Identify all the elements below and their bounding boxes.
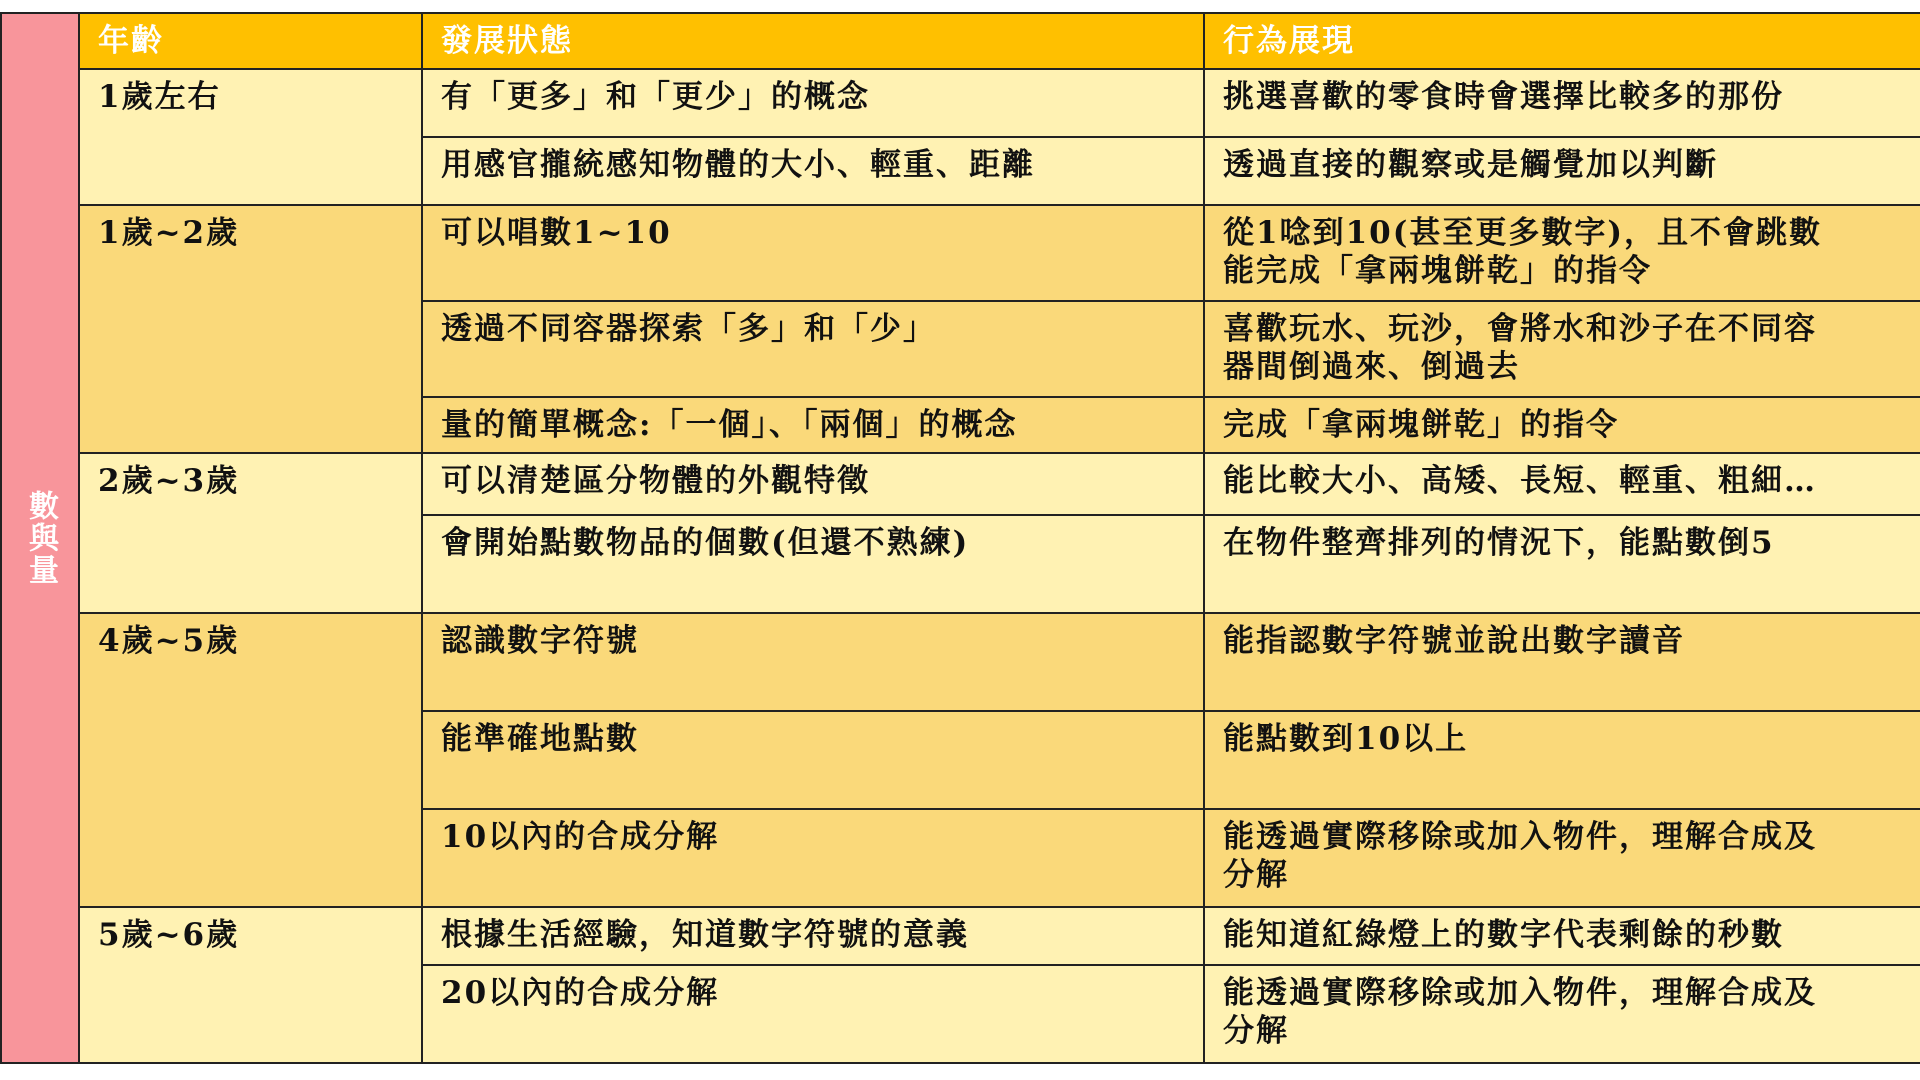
behavior-line: 分解 xyxy=(1223,1013,1289,1049)
age-cell: 4歲~5歲 xyxy=(79,613,422,907)
behavior-line: 能點數到10以上 xyxy=(1223,721,1469,757)
behavior-line: 分解 xyxy=(1223,857,1289,893)
state-cell: 量的簡單概念:「一個」、「兩個」的概念 xyxy=(422,397,1204,453)
behavior-line: 從1唸到10(甚至更多數字)，且不會跳數 xyxy=(1223,215,1823,251)
behavior-line: 器間倒過來、倒過去 xyxy=(1223,349,1520,385)
age-cell: 2歲~3歲 xyxy=(79,453,422,613)
table-row xyxy=(1,453,1920,515)
state-cell: 會開始點數物品的個數(但還不熟練) xyxy=(422,515,1204,613)
behavior-line: 能比較大小、高矮、長短、輕重、粗細… xyxy=(1223,463,1817,499)
behavior-line: 能指認數字符號並說出數字讀音 xyxy=(1223,623,1685,659)
state-cell: 根據生活經驗，知道數字符號的意義 xyxy=(422,907,1204,965)
table-body xyxy=(1,13,1920,1063)
behavior-cell xyxy=(1204,613,1920,711)
behavior-cell xyxy=(1204,397,1920,453)
behavior-cell xyxy=(1204,809,1920,907)
behavior-line: 能知道紅綠燈上的數字代表剩餘的秒數 xyxy=(1223,917,1784,953)
header-age: 年齡 xyxy=(79,13,422,69)
state-cell: 能準確地點數 xyxy=(422,711,1204,809)
behavior-cell xyxy=(1204,453,1920,515)
table-row xyxy=(1,907,1920,965)
category-label: 數與量 xyxy=(1,13,79,1063)
state-cell: 可以清楚區分物體的外觀特徵 xyxy=(422,453,1204,515)
state-cell: 20以內的合成分解 xyxy=(422,965,1204,1063)
table-row xyxy=(1,205,1920,301)
behavior-cell xyxy=(1204,69,1920,137)
behavior-cell xyxy=(1204,515,1920,613)
state-cell: 10以內的合成分解 xyxy=(422,809,1204,907)
behavior-cell xyxy=(1204,965,1920,1063)
age-cell: 1歲~2歲 xyxy=(79,205,422,453)
development-table xyxy=(0,12,1920,1064)
state-cell: 透過不同容器探索「多」和「少」 xyxy=(422,301,1204,397)
header-state: 發展狀態 xyxy=(422,13,1204,69)
behavior-cell xyxy=(1204,301,1920,397)
behavior-line: 挑選喜歡的零食時會選擇比較多的那份 xyxy=(1223,79,1784,115)
behavior-line: 能完成「拿兩塊餅乾」的指令 xyxy=(1223,253,1652,289)
table-row xyxy=(1,69,1920,137)
age-cell: 5歲~6歲 xyxy=(79,907,422,1063)
age-cell: 1歲左右 xyxy=(79,69,422,205)
development-table-container xyxy=(0,12,1920,1062)
behavior-cell xyxy=(1204,205,1920,301)
behavior-cell xyxy=(1204,907,1920,965)
behavior-line: 在物件整齊排列的情況下，能點數倒5 xyxy=(1223,525,1775,561)
state-cell: 可以唱數1~10 xyxy=(422,205,1204,301)
behavior-line: 喜歡玩水、玩沙，會將水和沙子在不同容 xyxy=(1223,311,1817,347)
header-behavior: 行為展現 xyxy=(1204,13,1920,69)
behavior-line: 透過直接的觀察或是觸覺加以判斷 xyxy=(1223,147,1718,183)
state-cell: 認識數字符號 xyxy=(422,613,1204,711)
header-row xyxy=(1,13,1920,69)
table-row xyxy=(1,613,1920,711)
behavior-cell xyxy=(1204,137,1920,205)
state-cell: 有「更多」和「更少」的概念 xyxy=(422,69,1204,137)
behavior-line: 能透過實際移除或加入物件，理解合成及 xyxy=(1223,819,1817,855)
behavior-line: 完成「拿兩塊餅乾」的指令 xyxy=(1223,407,1619,443)
behavior-line: 能透過實際移除或加入物件，理解合成及 xyxy=(1223,975,1817,1011)
state-cell: 用感官攏統感知物體的大小、輕重、距離 xyxy=(422,137,1204,205)
behavior-cell xyxy=(1204,711,1920,809)
